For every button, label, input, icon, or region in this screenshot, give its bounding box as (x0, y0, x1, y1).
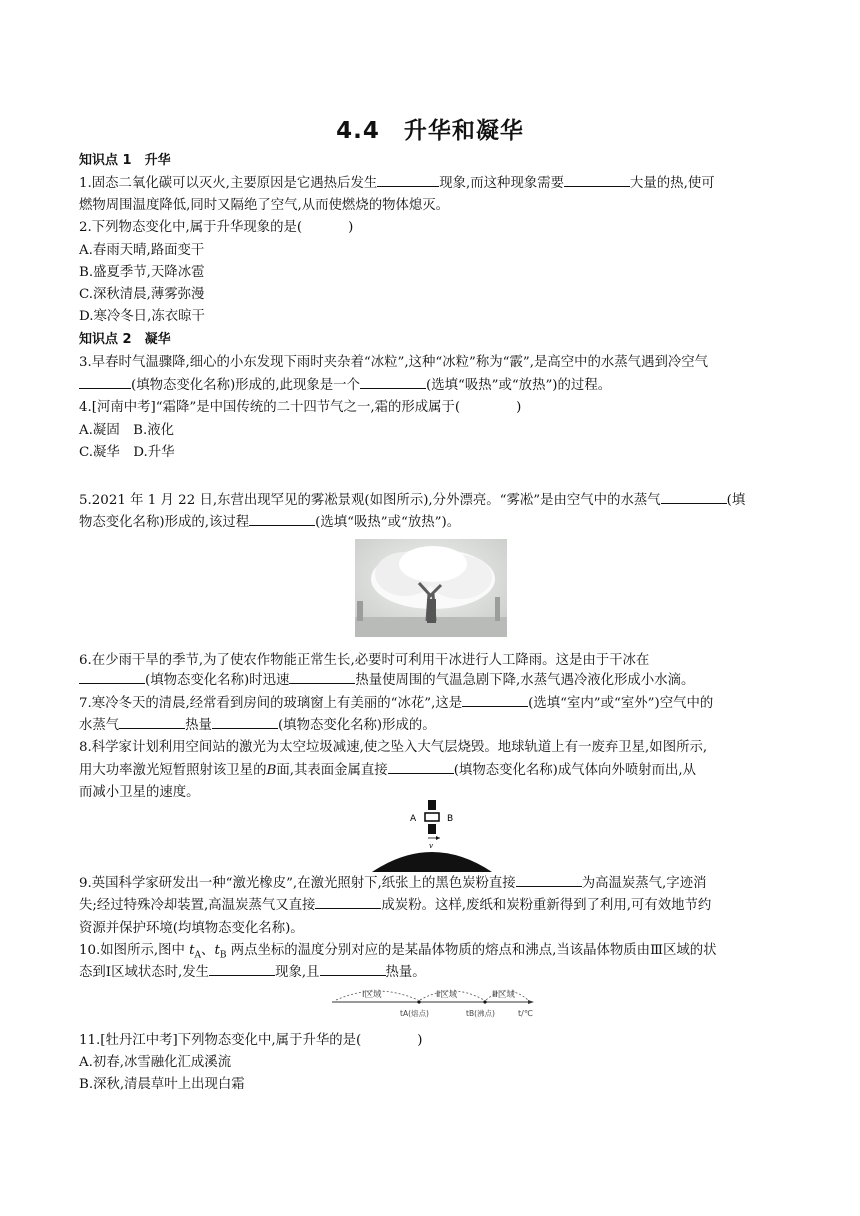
frosted-tree-image (355, 539, 507, 637)
boiling-point-label: tB(沸点) (466, 1009, 495, 1018)
question-7-line-2: 水蒸气 热量 (填物态变化名称)形成的。 (79, 715, 789, 737)
option-b: B.盛夏季节,天降冰雹 (79, 265, 205, 280)
melting-point-label: tA(熔点) (400, 1009, 429, 1018)
label-b: B (447, 814, 454, 824)
satellite-body (425, 813, 439, 821)
page-title: 4.4 升华和凝华 (336, 118, 524, 144)
solar-panel-bottom (428, 824, 436, 834)
solar-panel-top (428, 800, 436, 810)
label-a: A (410, 814, 417, 824)
answer-blank[interactable] (661, 490, 727, 504)
question-2-stem: 2.下列物态变化中,属于升华现象的是( ) (79, 220, 354, 235)
answer-blank[interactable] (289, 670, 355, 684)
question-8-line-1: 8.科学家计划利用空间站的激光为太空垃圾减速,使之坠入大气层烧毁。地球轨道上有一废弃卫星,如图所示, (79, 740, 708, 755)
option-cd: C.凝华 D.升华 (79, 445, 175, 460)
question-9-line-2: 失;经过特殊冷却装置,高温炭蒸气又直接 成炭粉。这样,废纸和炭粉重新得到了利用,可有效地节约 (79, 895, 789, 917)
answer-blank[interactable] (315, 895, 381, 909)
section-heading-2: 知识点 2 凝华 (79, 332, 171, 347)
question-5-line-1: 5.2021 年 1 月 22 日,东营出现罕见的雾凇景观(如图所示),分外漂亮。“雾凇”是由空气中的水蒸气 (填 (79, 490, 789, 512)
velocity-label: v (429, 842, 433, 850)
question-1-line-1: 1.固态二氧化碳可以灭火,主要原因是它遇热后发生 现象,而这种现象需要 大量的热,使可 (79, 173, 789, 195)
question-8-line-3: 而减小卫星的速度。 (79, 785, 200, 800)
satellite-diagram (370, 800, 520, 872)
question-8-line-2: 用大功率激光短暂照射该卫星的B面,其表面金属直接 (填物态变化名称)成气体向外喷射而出,从 (79, 760, 789, 782)
region-1-label: Ⅰ区域 (362, 990, 382, 1000)
answer-blank[interactable] (462, 693, 528, 707)
question-6-line-1: 6.在少雨干旱的季节,为了使农作物能正常生长,必要时可利用干冰进行人工降雨。这是由于干冰在 (79, 653, 650, 668)
melting-point-dot (417, 1000, 420, 1003)
answer-blank[interactable] (79, 375, 131, 389)
earth-arc (372, 852, 492, 872)
option-ab: A.凝固 B.液化 (79, 423, 174, 438)
answer-blank[interactable] (320, 962, 386, 976)
option-a: A.初春,冰雪融化汇成溪流 (79, 1055, 232, 1070)
option-d: D.寒冷冬日,冻衣晾干 (79, 309, 205, 324)
answer-blank[interactable] (209, 962, 275, 976)
answer-blank[interactable] (377, 173, 439, 187)
section-heading-1: 知识点 1 升华 (79, 153, 171, 168)
region-2-label: Ⅱ区域 (436, 990, 458, 1000)
answer-blank[interactable] (79, 670, 145, 684)
question-5-line-2: 物态变化名称)形成的,该过程 (选填“吸热”或“放热”)。 (79, 512, 789, 534)
axis-unit-label: t/℃ (518, 1009, 533, 1018)
question-4-stem: 4.[河南中考]“霜降”是中国传统的二十四节气之一,霜的形成属于( ) (79, 400, 522, 415)
temperature-axis-diagram (322, 984, 542, 1024)
question-3-line-1: 3.早春时气温骤降,细心的小东发现下雨时夹杂着“冰粒”,这种“冰粒”称为“霰”,是高空中的水蒸气遇到冷空气 (79, 355, 709, 370)
region-3-label: Ⅲ区域 (492, 990, 515, 1000)
question-9-line-3: 资源并保护环境(均填物态变化名称)。 (79, 921, 304, 936)
rime-tree-photo (355, 539, 507, 637)
question-6-line-2: (填物态变化名称)时迅速 热量使周围的气温急剧下降,水蒸气遇冷液化形成小水滴。 (79, 670, 789, 692)
boiling-point-dot (483, 1000, 486, 1003)
answer-blank[interactable] (249, 512, 315, 526)
question-3-line-2: (填物态变化名称)形成的,此现象是一个 (选填“吸热”或“放热”)的过程。 (79, 375, 789, 397)
question-7-line-1: 7.寒冷冬天的清晨,经常看到房间的玻璃窗上有美丽的“冰花”,这是 (选填“室内”或“室外”)空气中的 (79, 693, 789, 715)
answer-blank[interactable] (564, 173, 630, 187)
question-10-line-2: 态到Ⅰ区域状态时,发生 现象,且 热量。 (79, 962, 789, 984)
question-9-line-1: 9.英国科学家研发出一种“激光橡皮”,在激光照射下,纸张上的黑色炭粉直接 为高温炭蒸气,字迹消 (79, 873, 789, 895)
option-c: C.深秋清晨,薄雾弥漫 (79, 287, 205, 302)
question-10-line-1: 10.如图所示,图中 $t_A$、$t_B$ 两点坐标的温度分别对应的是某晶体物质的熔点和沸点,当该晶体物质由Ⅲ区域的状 (79, 943, 717, 961)
answer-blank[interactable] (516, 873, 582, 887)
answer-blank[interactable] (360, 375, 426, 389)
option-b: B.深秋,清晨草叶上出现白霜 (79, 1077, 245, 1092)
question-1-line-2: 燃物周围温度降低,同时又隔绝了空气,从而使燃烧的物体熄灭。 (79, 198, 450, 213)
question-11-stem: 11.[牡丹江中考]下列物态变化中,属于升华的是( ) (79, 1033, 423, 1048)
option-a: A.春雨天晴,路面变干 (79, 243, 205, 258)
answer-blank[interactable] (212, 715, 278, 729)
answer-blank[interactable] (388, 760, 454, 774)
answer-blank[interactable] (119, 715, 185, 729)
